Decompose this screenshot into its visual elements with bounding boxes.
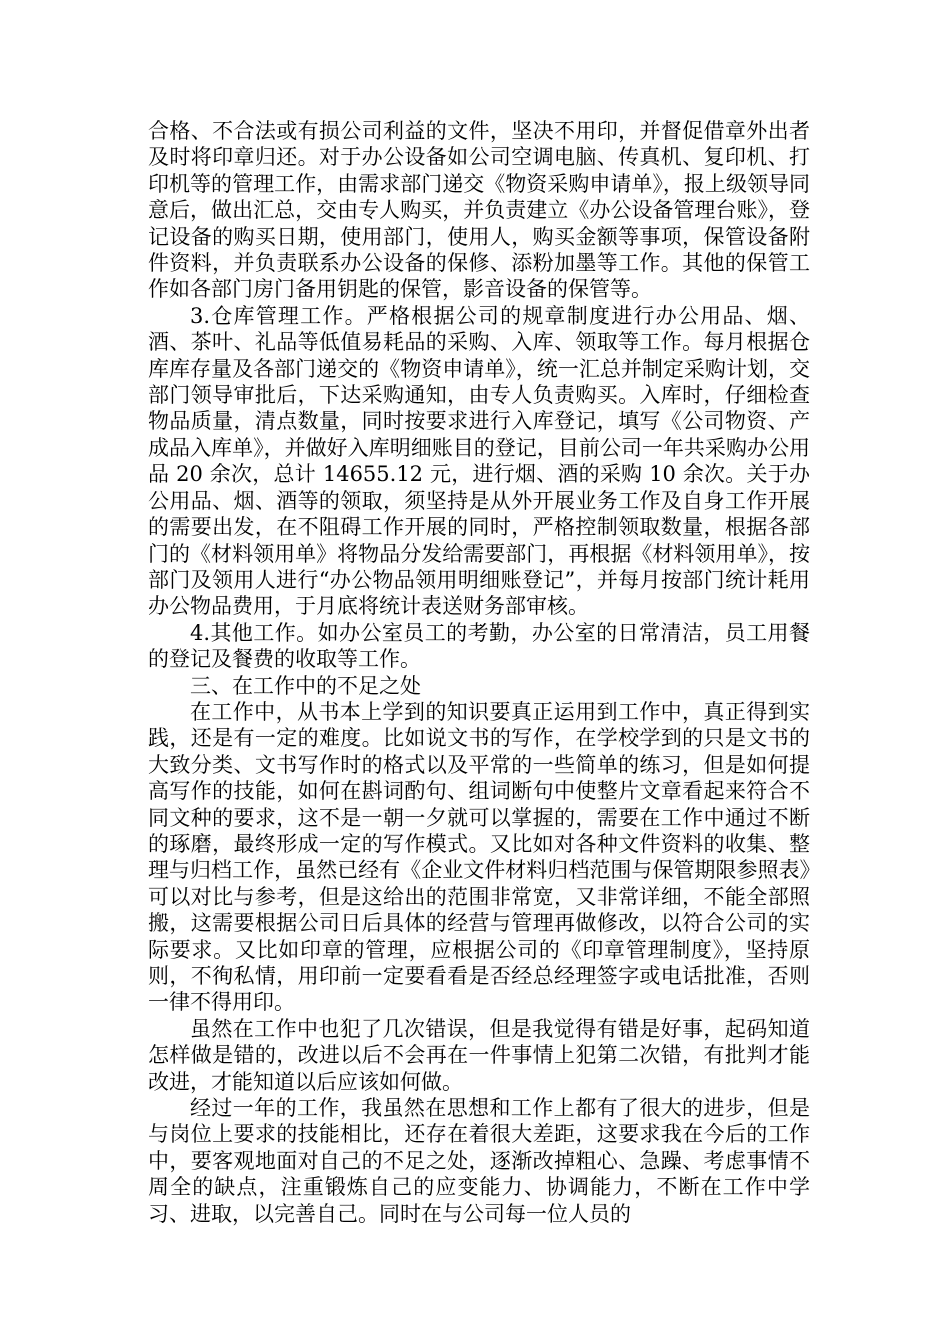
document-body xyxy=(148,118,810,1227)
paragraph-seal-equipment-management: 合格、不合法或有损公司利益的文件，坚决不用印，并督促借章外出者及时将印章归还。对于办公设备如公司空调电脑、传真机、复印机、打印机等的管理工作，由需求部门递交《物资采购申请单》，报上级领导同意后，做出汇总，交由专人购买，并负责建立《办公设备管理台账》，登记设备的购买日期，使用部门，使用人，购买金额等事项，保管设备附件资料，并负责联系办公设备的保修、添粉加墨等工作。其他的保管工作如各部门房门备用钥匙的保管，影音设备的保管等。 xyxy=(148,119,810,302)
section-heading-shortcomings: 三、在工作中的不足之处 xyxy=(190,673,421,698)
paragraph-warehouse-management: 3.仓库管理工作。严格根据公司的规章制度进行办公用品、烟、酒、茶叶、礼品等低值易耗品的采购、入库、领取等工作。每月根据仓库库存量及各部门递交的《物资申请单》，统一汇总并制定采购计划，交部门领导审批后，下达采购通知，由专人负责购买。入库时，仔细检查物品质量，清点数量，同时按要求进行入库登记，填写《公司物资、产成品入库单》，并做好入库明细账目的登记，目前公司一年共采购办公用品 20 余次，总计 14655.12 元，进行烟、酒的采购 10 余次。关于办公用品、烟、酒等的领取，须坚持是从外开展业务工作及自身工作开展的需要出发，在不阻碍工作开展的同时，严格控制领取数量，根据各部门的《材料领用单》将物品分发给需要部门，再根据《材料领用单》，按部门及领用人进行“办公物品领用明细账登记”，并每月按部门统计耗用办公物品费用，于月底将统计表送财务部审核。 xyxy=(148,303,810,619)
paragraph-year-review: 经过一年的工作，我虽然在思想和工作上都有了很大的进步，但是与岗位上要求的技能相比，还存在着很大差距，这要求我在今后的工作中，要客观地面对自己的不足之处，逐渐改掉粗心、急躁、考虑事情不周全的缺点，注重锻炼自己的应变能力、协调能力，不断在工作中学习、进取，以完善自己。同时在与公司每一位人员的 xyxy=(148,1096,810,1226)
paragraph-work-difficulties: 在工作中，从书本上学到的知识要真正运用到工作中，真正得到实践，还是有一定的难度。比如说文书的写作，在学校学到的只是文书的大致分类、文书写作时的格式以及平常的一些简单的练习，但是如何提高写作的技能，如何在斟词酌句、组词断句中使整片文章看起来符合不同文种的要求，这不是一朝一夕就可以掌握的，需要在工作中通过不断的琢磨，最终形成一定的写作模式。又比如对各种文件资料的收集、整理与归档工作，虽然已经有《企业文件材料归档范围与保管期限参照表》可以对比与参考，但是这给出的范围非常宽，又非常详细，不能全部照搬，这需要根据公司日后具体的经营与管理再做修改，以符合公司的实际要求。又比如印章的管理，应根据公司的《印章管理制度》，坚持原则，不徇私情，用印前一定要看看是否经总经理签字或电话批准，否则一律不得用印。 xyxy=(148,699,810,1015)
paragraph-mistakes: 虽然在工作中也犯了几次错误，但是我觉得有错是好事，起码知道怎样做是错的，改进以后不会再在一件事情上犯第二次错，有批判才能改进，才能知道以后应该如何做。 xyxy=(148,1016,810,1094)
paragraph-other-work: 4.其他工作。如办公室员工的考勤，办公室的日常清洁，员工用餐的登记及餐费的收取等工作。 xyxy=(148,620,810,672)
